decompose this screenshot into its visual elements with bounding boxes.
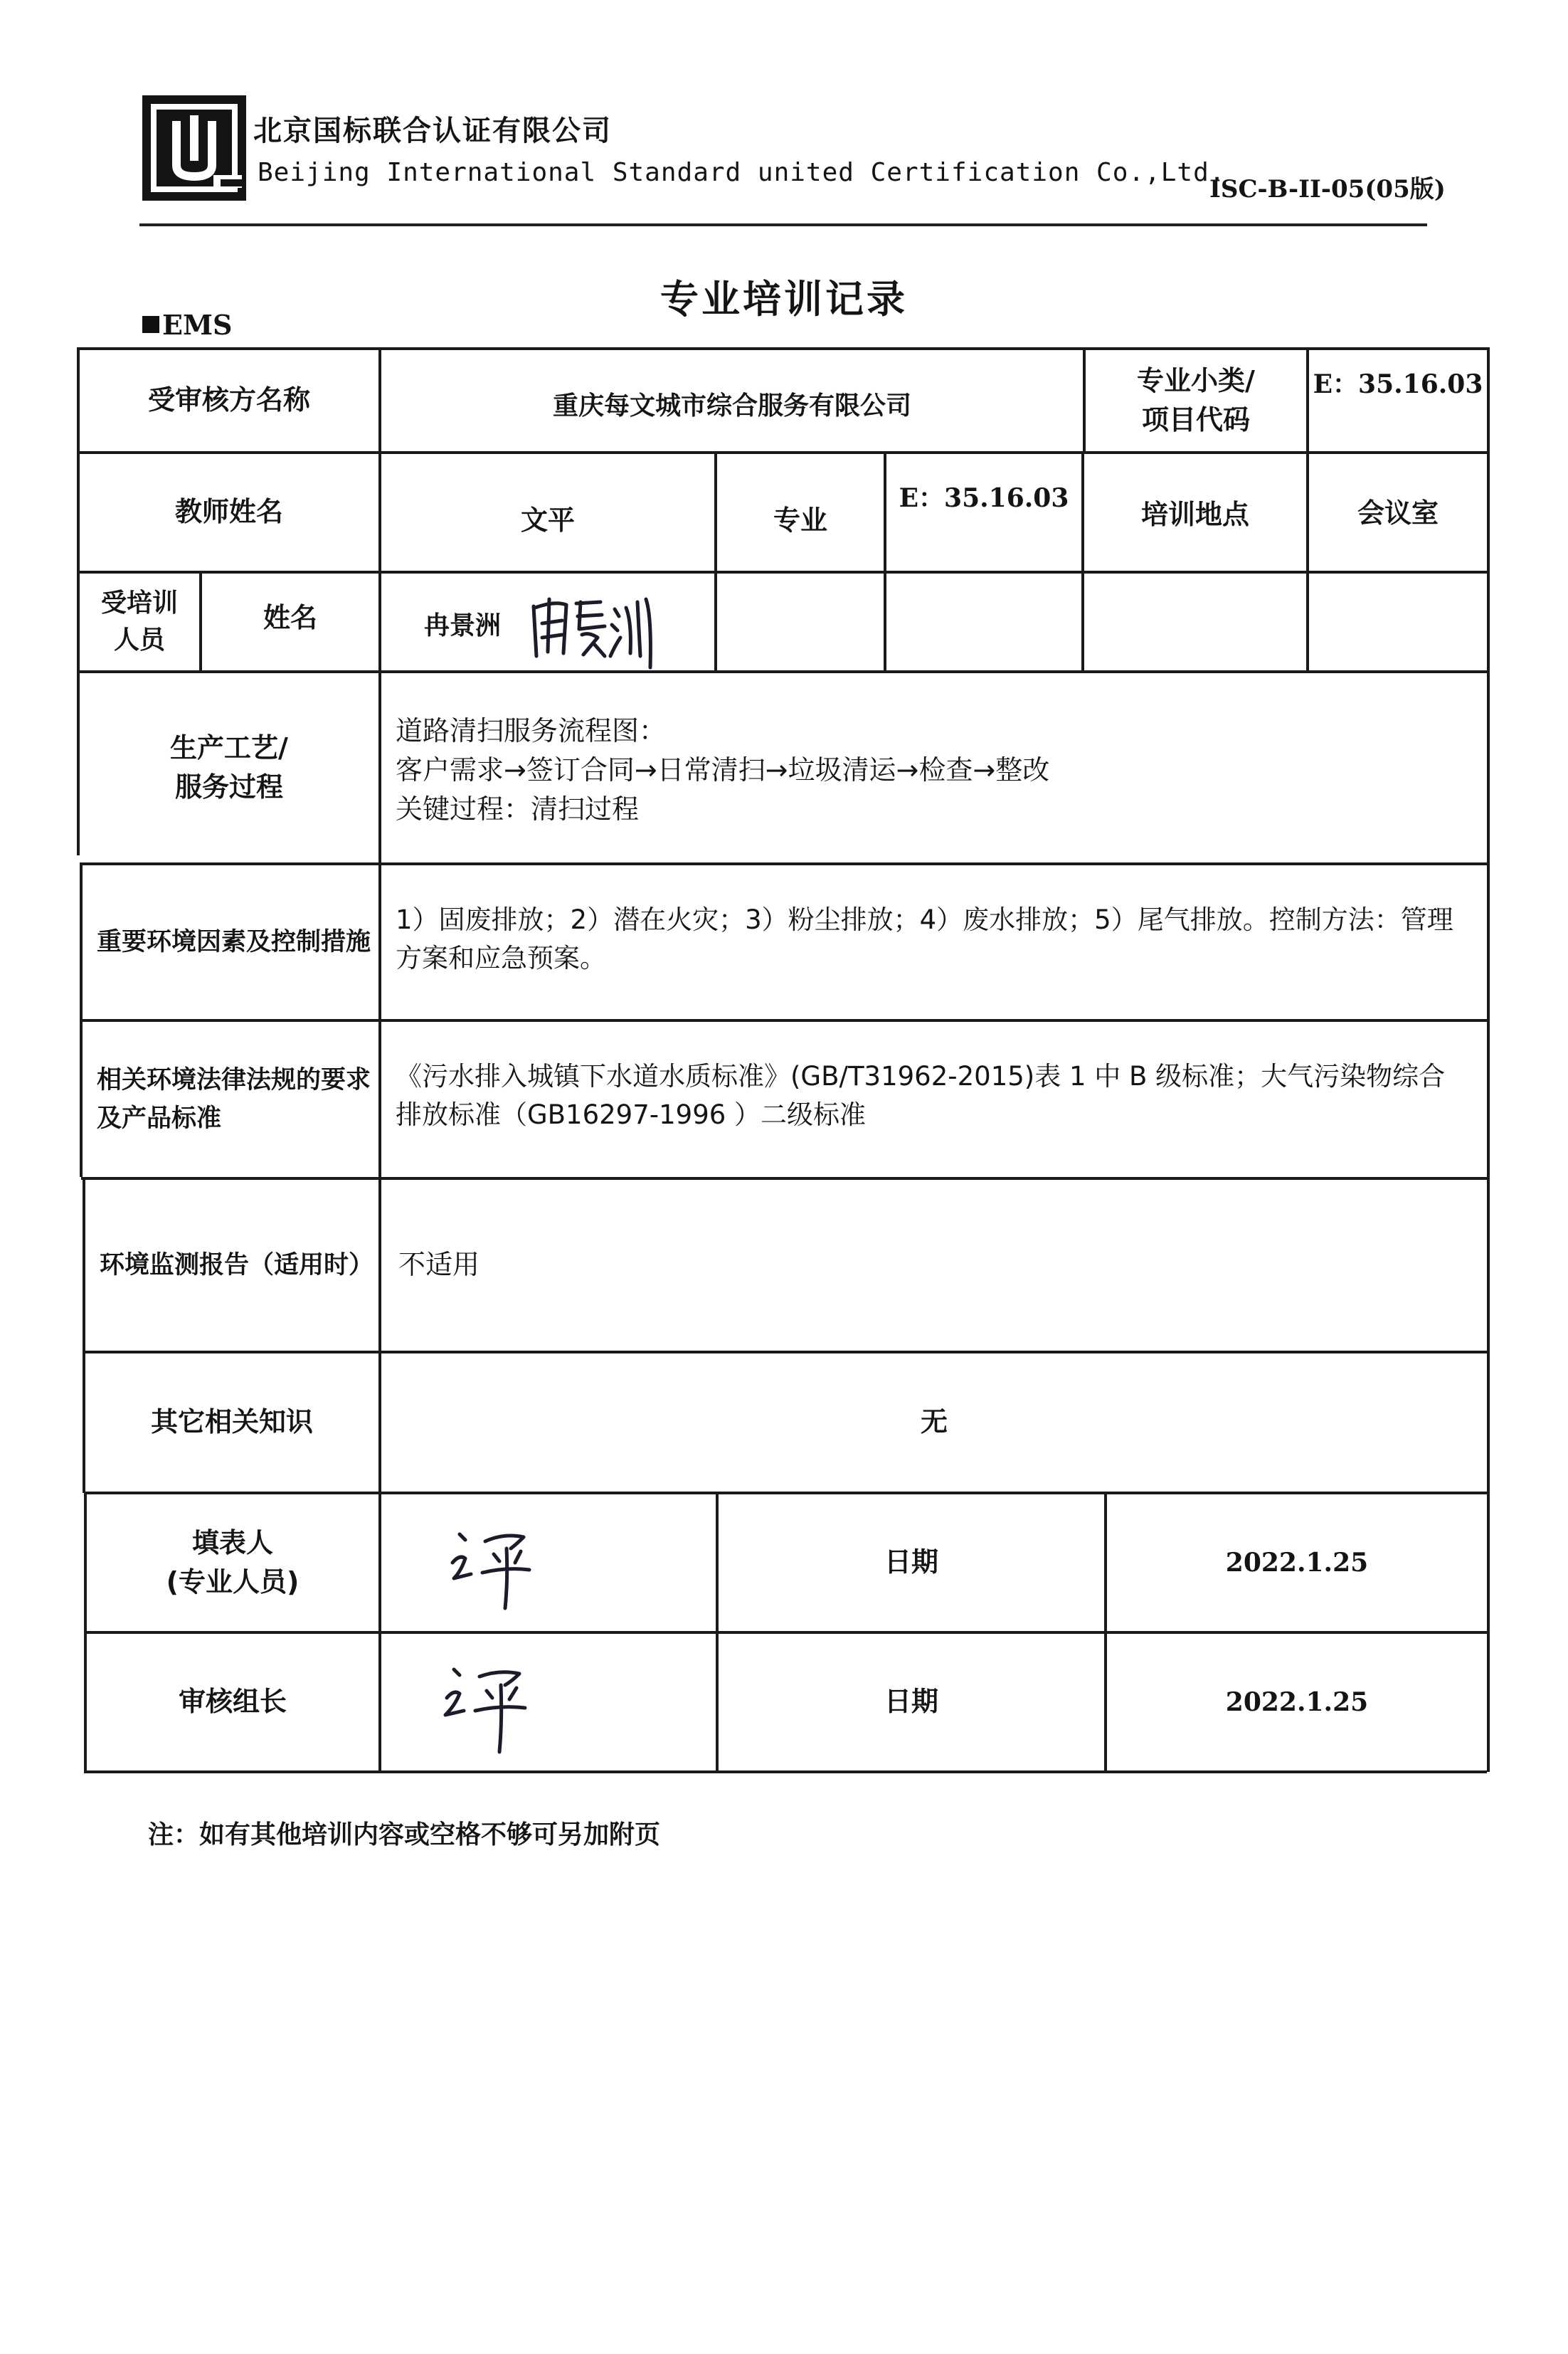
process-line-3: 关键过程：清扫过程 <box>396 793 640 825</box>
scheme-label: EMS <box>162 309 233 341</box>
footnote: 注：如有其他培训内容或空格不够可另加附页 <box>148 1820 661 1849</box>
other-knowledge-label: 其它相关知识 <box>150 1406 313 1438</box>
date-label-1: 日期 <box>884 1546 938 1578</box>
table-border-bottom <box>84 1770 1487 1773</box>
category-label-line-2: 项目代码 <box>1141 404 1250 436</box>
auditee-value: 重庆每文城市综合服务有限公司 <box>552 391 911 421</box>
process-label-line-2: 服务过程 <box>174 771 283 803</box>
category-code-value: E：35.16.03 <box>1313 369 1483 399</box>
process-line-2: 客户需求→签订合同→日常清扫→垃圾清运→检查→整改 <box>396 754 1050 786</box>
monitor-value: 不适用 <box>398 1249 480 1281</box>
trainee-signature <box>526 588 662 672</box>
teacher-value: 文平 <box>520 505 575 537</box>
location-value: 会议室 <box>1357 497 1439 529</box>
process-label-line-1: 生产工艺/ <box>170 732 288 764</box>
form-code: ISC-B-II-05(05版) <box>1209 175 1446 204</box>
env-factor-label: 重要环境因素及控制措施 <box>97 927 371 956</box>
company-name-en: Beijing International Standard united Certification Co.,Ltd. <box>258 158 1226 187</box>
process-label <box>80 673 378 862</box>
filler-label <box>87 1494 378 1631</box>
law-label: 相关环境法律法规的要求及产品标准 <box>97 1065 371 1133</box>
filled-square-icon <box>142 316 159 333</box>
trainee-name-label: 姓名 <box>263 602 317 634</box>
date-value-1: 2022.1.25 <box>1225 1547 1369 1578</box>
trainee-label-line-1: 受培训 <box>100 588 178 618</box>
major-label: 专业 <box>773 505 827 537</box>
scheme-marker <box>142 309 232 341</box>
trainee-name-value: 冉景洲 <box>423 611 501 640</box>
leader-label: 审核组长 <box>178 1686 287 1718</box>
trainee-label <box>80 574 199 670</box>
category-label-line-1: 专业小类/ <box>1137 364 1255 396</box>
company-logo <box>142 95 246 201</box>
location-label: 培训地点 <box>1140 499 1249 531</box>
filler-label-line-1: 填表人 <box>191 1526 273 1558</box>
monitor-label: 环境监测报告（适用时） <box>100 1250 374 1279</box>
header-divider <box>139 223 1427 226</box>
filler-label-line-2: (专业人员) <box>166 1566 300 1598</box>
trainee-label-line-2: 人员 <box>113 626 165 655</box>
document-title: 专业培训记录 <box>660 277 908 322</box>
process-description <box>396 712 1463 829</box>
auditee-label: 受审核方名称 <box>147 384 310 416</box>
teacher-label: 教师姓名 <box>174 496 283 528</box>
category-label <box>1086 350 1306 451</box>
table-border-right <box>1487 347 1490 1772</box>
law-value: 《污水排入城镇下水道水质标准》(GB/T31962-2015)表 1 中 B 级标准；大气污染物综合排放标准（GB16297-1996 ）二级标准 <box>396 1061 1446 1130</box>
env-factor-value: 1）固废排放；2）潜在火灾；3）粉尘排放；4）废水排放；5）尾气排放。控制方法：管理方案和应急预案。 <box>396 904 1453 973</box>
table-border-left <box>80 862 83 1177</box>
company-name-cn: 北京国标联合认证有限公司 <box>253 115 612 147</box>
date-label-2: 日期 <box>884 1686 938 1718</box>
major-code-value: E：35.16.03 <box>899 482 1069 513</box>
date-value-2: 2022.1.25 <box>1225 1687 1369 1717</box>
other-knowledge-value: 无 <box>920 1406 948 1438</box>
filler-signature <box>450 1520 549 1613</box>
leader-signature <box>440 1658 546 1758</box>
process-line-1: 道路清扫服务流程图： <box>396 715 667 746</box>
